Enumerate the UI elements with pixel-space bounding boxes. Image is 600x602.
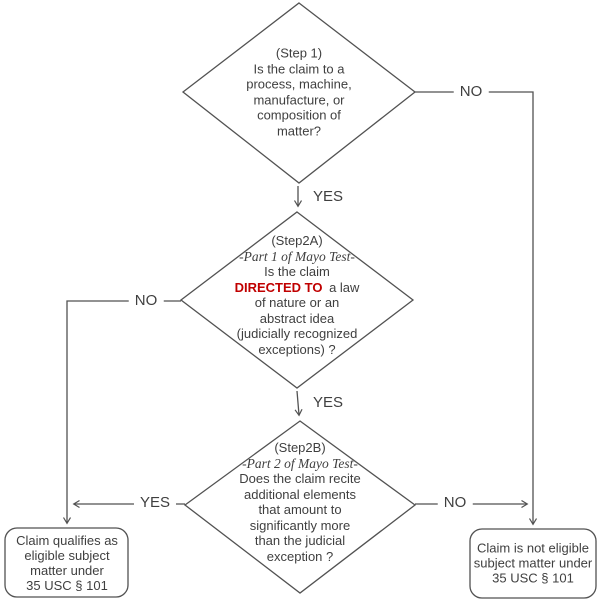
- step2a-yes-connector: [297, 391, 299, 415]
- step2b-title: (Step2B): [274, 440, 326, 455]
- step2a-subtitle: -Part 1 of Mayo Test-: [239, 248, 355, 264]
- step1-title: (Step 1): [275, 45, 323, 61]
- step1-no-connector: [415, 92, 533, 524]
- step2a-no-connector: [67, 301, 181, 523]
- step2b-subtitle: -Part 2 of Mayo Test-: [242, 455, 358, 471]
- step1-no-label: NO: [454, 84, 489, 100]
- step2a-no-label: NO: [129, 293, 164, 309]
- step2a-title: (Step2A): [271, 233, 323, 248]
- step2b-yes-label: YES: [134, 495, 176, 511]
- step2b-no-label: NO: [438, 495, 473, 511]
- step1-text: (Step 1) Is the claim to a process, machine, manufacture, or composition of matter?: [194, 46, 404, 139]
- directed-to-highlight: DIRECTED TO: [234, 279, 323, 295]
- step2a-text: (Step2A) -Part 1 of Mayo Test- Is the claim DIRECTED TO a law of nature or an abstract idea (judicially recognized exceptions) ?: [192, 233, 402, 357]
- step2a-yes-label: YES: [312, 394, 344, 411]
- not-eligible-outcome-text: Claim is not eligible subject matter under 35 USC § 101: [473, 540, 593, 586]
- step1-yes-label: YES: [312, 188, 344, 205]
- eligible-outcome-text: Claim qualifies as eligible subject matter under 35 USC § 101: [16, 533, 118, 593]
- step2b-text: (Step2B) -Part 2 of Mayo Test- Does the claim recite additional elements that amount to significantly more than the judicial exception ?: [195, 440, 405, 564]
